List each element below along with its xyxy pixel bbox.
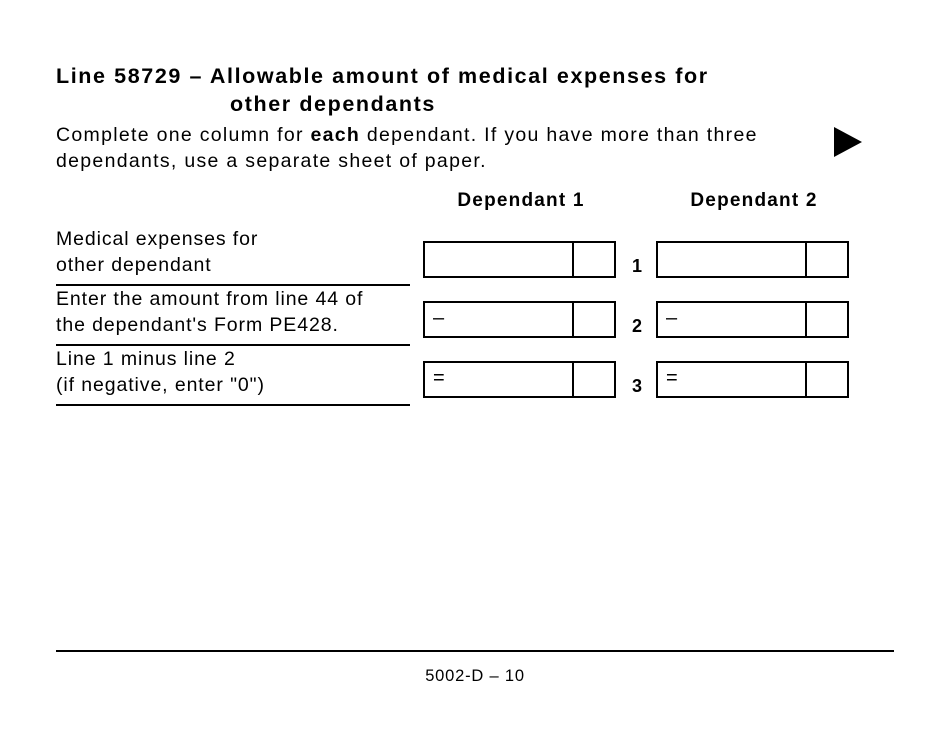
equals-sign: = xyxy=(666,367,678,389)
page-number: 5002-D – 10 xyxy=(425,667,525,685)
cents-cell xyxy=(805,303,847,336)
dependant-2-line-2-field[interactable] xyxy=(656,301,849,338)
cents-cell xyxy=(572,243,614,276)
instructions-emphasis: each xyxy=(310,124,361,146)
next-page-arrow-icon xyxy=(834,127,862,157)
line-number-1: 1 xyxy=(631,256,642,276)
column-header-dependant-1: Dependant 1 xyxy=(457,190,585,211)
column-header-dependant-2: Dependant 2 xyxy=(690,190,818,211)
equals-sign: = xyxy=(433,367,445,389)
dependant-2-line-3-field[interactable] xyxy=(656,361,849,398)
instructions-end: dependant. If you have more than three dependants, use a separate sheet of paper. xyxy=(56,124,758,172)
line-number-2: 2 xyxy=(631,316,642,336)
minus-sign: – xyxy=(433,307,445,329)
section-title-line-1: Line 58729 – Allowable amount of medical expenses for xyxy=(56,64,709,88)
instructions-start: Complete one column for xyxy=(56,124,311,146)
cents-cell xyxy=(572,363,614,396)
instructions xyxy=(56,122,816,174)
dependant-1-line-2-field[interactable] xyxy=(423,301,616,338)
section-title-line-2: other dependants xyxy=(230,92,436,116)
section-title xyxy=(56,62,856,118)
dependant-2-line-1-field[interactable] xyxy=(656,241,849,278)
dependant-1-line-1-field[interactable] xyxy=(423,241,616,278)
minus-sign: – xyxy=(666,307,678,329)
cents-cell xyxy=(805,363,847,396)
row-label-line-1: Medical expenses for other dependant xyxy=(56,226,410,286)
line-number-3: 3 xyxy=(631,376,642,396)
row-label-line-3: Line 1 minus line 2 (if negative, enter "0") xyxy=(56,346,410,406)
cents-cell xyxy=(805,243,847,276)
footer-divider xyxy=(56,650,894,652)
row-label-line-2: Enter the amount from line 44 of the dependant's Form PE428. xyxy=(56,286,410,346)
cents-cell xyxy=(572,303,614,336)
dependant-1-line-3-field[interactable] xyxy=(423,361,616,398)
